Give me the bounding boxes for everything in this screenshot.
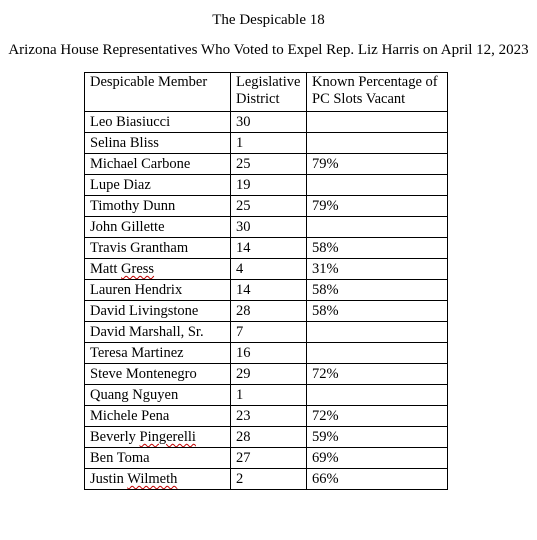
vacant-cell: 66% [307,469,448,490]
district-cell: 25 [231,154,307,175]
district-cell: 4 [231,259,307,280]
header-vacant: Known Percentage of PC Slots Vacant [307,73,448,112]
spellcheck-marked-word: Gress [121,261,155,277]
table-row [85,196,448,217]
table-row [85,280,448,301]
table-row [85,259,448,280]
vacant-cell [307,217,448,238]
district-cell: 1 [231,385,307,406]
district-cell: 7 [231,322,307,343]
district-cell: 30 [231,217,307,238]
district-cell: 29 [231,364,307,385]
member-cell: Travis Grantham [85,238,231,259]
district-cell: 14 [231,280,307,301]
district-cell: 30 [231,112,307,133]
member-cell: Teresa Martinez [85,343,231,364]
table-row [85,133,448,154]
district-cell: 19 [231,175,307,196]
vacant-cell [307,133,448,154]
member-cell: John Gillette [85,217,231,238]
table-row [85,175,448,196]
member-cell: David Marshall, Sr. [85,322,231,343]
header-member: Despicable Member [85,73,231,112]
member-cell: Quang Nguyen [85,385,231,406]
vacant-cell: 58% [307,301,448,322]
members-table-body [85,73,448,490]
table-row [85,406,448,427]
member-cell: Selina Bliss [85,133,231,154]
table-row [85,112,448,133]
table-row [85,385,448,406]
district-cell: 28 [231,301,307,322]
table-row [85,364,448,385]
document-subtitle: Arizona House Representatives Who Voted to Expel Rep. Liz Harris on April 12, 2023 [8,42,529,58]
table-row [85,238,448,259]
spellcheck-marked-word: Wilmeth [127,471,178,487]
table-header-row [85,73,448,112]
member-cell: Justin Wilmeth [85,469,231,490]
member-cell: Michael Carbone [85,154,231,175]
table-row [85,448,448,469]
member-cell: Lupe Diaz [85,175,231,196]
table-row [85,469,448,490]
member-cell: Michele Pena [85,406,231,427]
vacant-cell [307,112,448,133]
document-title: The Despicable 18 [212,12,325,28]
district-cell: 2 [231,469,307,490]
member-cell: David Livingstone [85,301,231,322]
district-cell: 23 [231,406,307,427]
vacant-cell [307,343,448,364]
member-cell: Timothy Dunn [85,196,231,217]
table-row [85,343,448,364]
table-row [85,217,448,238]
vacant-cell: 69% [307,448,448,469]
member-cell: Beverly Pingerelli [85,427,231,448]
table-row [85,427,448,448]
district-cell: 25 [231,196,307,217]
vacant-cell: 72% [307,364,448,385]
district-cell: 1 [231,133,307,154]
table-row [85,322,448,343]
vacant-cell: 58% [307,280,448,301]
district-cell: 27 [231,448,307,469]
vacant-cell: 59% [307,427,448,448]
district-cell: 16 [231,343,307,364]
vacant-cell [307,385,448,406]
member-cell: Lauren Hendrix [85,280,231,301]
district-cell: 28 [231,427,307,448]
vacant-cell: 79% [307,196,448,217]
vacant-cell: 58% [307,238,448,259]
vacant-cell [307,322,448,343]
vacant-cell: 79% [307,154,448,175]
vacant-cell: 72% [307,406,448,427]
vacant-cell: 31% [307,259,448,280]
table-row [85,154,448,175]
member-cell: Steve Montenegro [85,364,231,385]
members-table [84,72,448,490]
spellcheck-marked-word: Pingerelli [139,429,196,445]
district-cell: 14 [231,238,307,259]
member-cell: Ben Toma [85,448,231,469]
table-row [85,301,448,322]
vacant-cell [307,175,448,196]
member-cell: Leo Biasiucci [85,112,231,133]
member-cell: Matt Gress [85,259,231,280]
header-district: Legislative District [231,73,307,112]
